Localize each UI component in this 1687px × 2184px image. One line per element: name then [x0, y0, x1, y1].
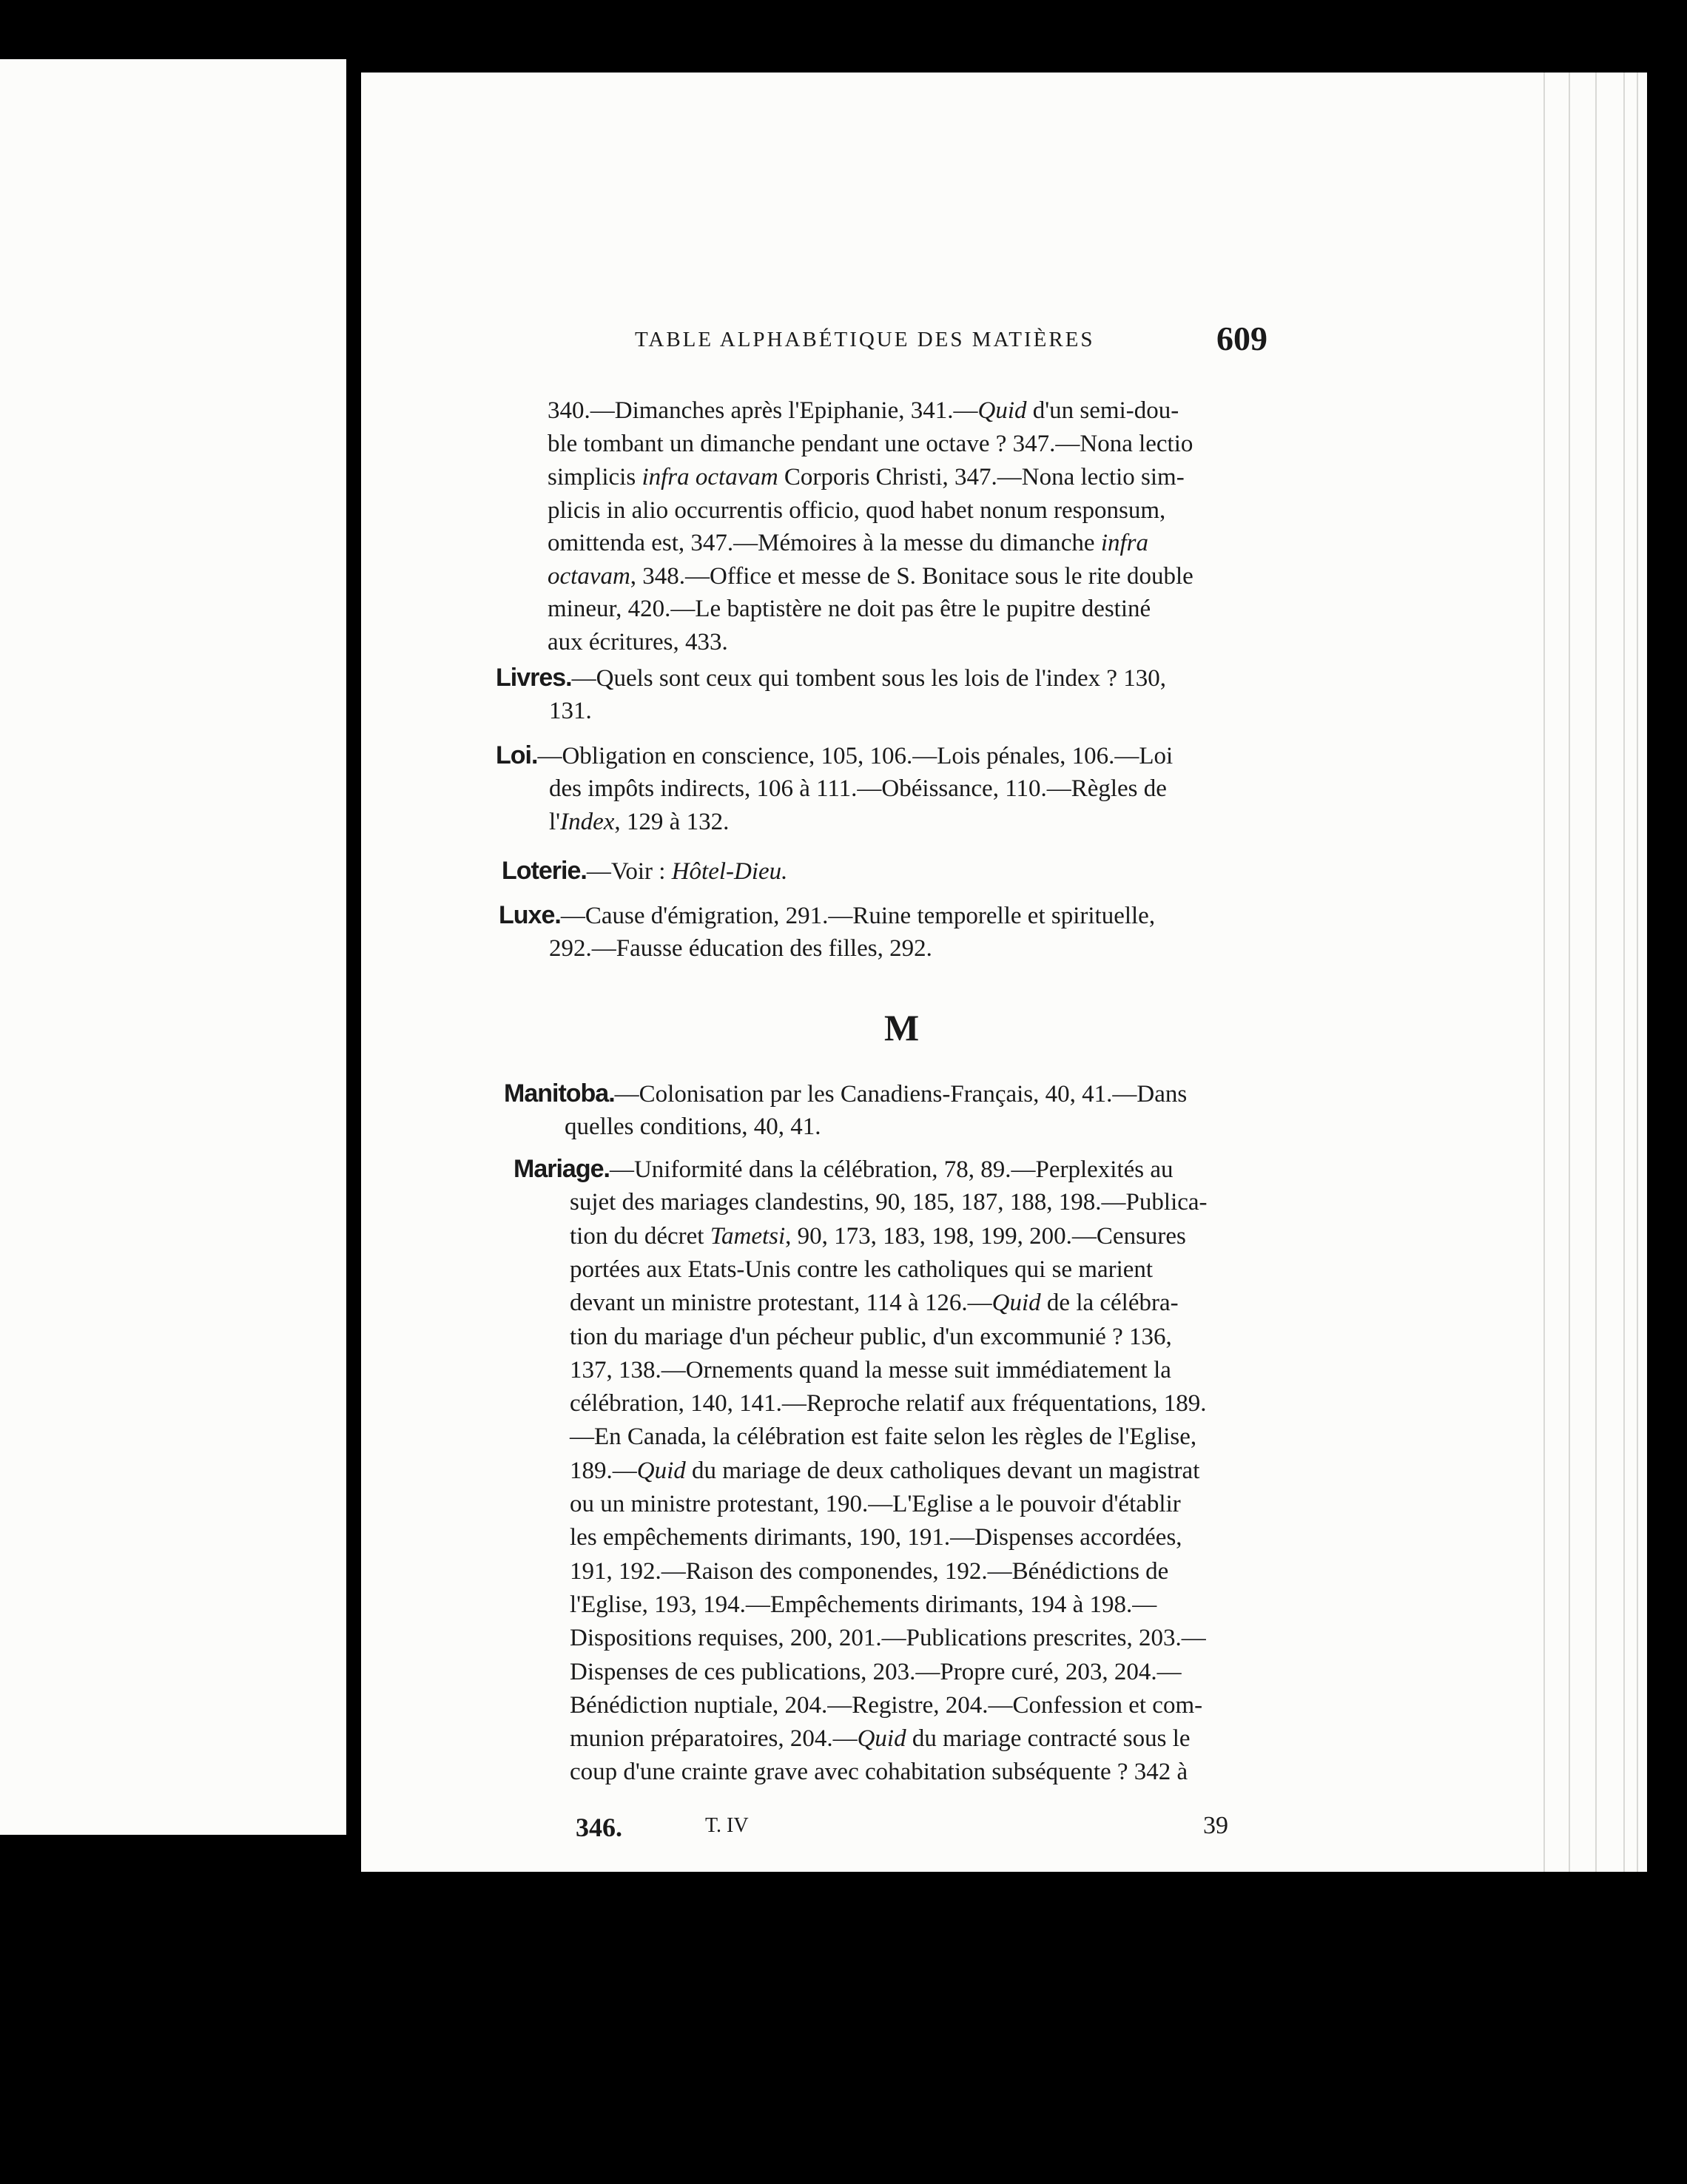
- entry-text: —Colonisation par les Canadiens-Français, 40, 41.—Dans: [614, 1081, 1188, 1108]
- entry-line: sujet des mariages clandestins, 90, 185, 187, 188, 198.—Publica-: [570, 1189, 1208, 1216]
- index-entry-loterie: [502, 858, 787, 884]
- entry-line: tion du mariage d'un pécheur public, d'un excommunié ? 136,: [570, 1324, 1172, 1350]
- gathering-signature: 39: [1203, 1812, 1228, 1839]
- entry-line: Dispositions requises, 200, 201.—Publications prescrites, 203.—: [570, 1625, 1206, 1651]
- entry-line: 292.—Fausse éducation des filles, 292.: [549, 935, 932, 962]
- italic-term: Quid: [977, 397, 1027, 424]
- entry-line: aux écritures, 433.: [548, 629, 728, 655]
- entry-line: munion préparatoires, 204.—Quid du mariage contracté sous le: [570, 1725, 1191, 1752]
- entry-line: devant un ministre protestant, 114 à 126.—Quid de la célébra-: [570, 1290, 1179, 1316]
- volume-signature: T. IV: [705, 1814, 749, 1837]
- page-edge-line: [1569, 73, 1570, 1872]
- headword: Mariage.: [513, 1155, 610, 1183]
- entry-line: ble tombant un dimanche pendant une octave ? 347.—Nona lectio: [548, 431, 1193, 457]
- entry-text: —Quels sont ceux qui tombent sous les lois de l'index ? 130,: [571, 665, 1166, 692]
- entry-line: tion du décret Tametsi, 90, 173, 183, 198, 199, 200.—Censures: [570, 1223, 1186, 1250]
- entry-line: l'Index, 129 à 132.: [549, 809, 730, 835]
- page-edge-line: [1543, 73, 1545, 1872]
- entry-line: 189.—Quid du mariage de deux catholiques devant un magistrat: [570, 1457, 1200, 1484]
- entry-line: les empêchements dirimants, 190, 191.—Dispenses accordées,: [570, 1524, 1182, 1551]
- entry-line: omittenda est, 347.—Mémoires à la messe du dimanche infra: [548, 530, 1149, 556]
- index-entry-mariage: [513, 1156, 1174, 1182]
- italic-term: Index: [560, 809, 615, 835]
- italic-term: Tametsi: [710, 1223, 786, 1250]
- page-edge-line: [1595, 73, 1597, 1872]
- entry-text: —Voir : Hôtel-Dieu.: [586, 858, 788, 885]
- entry-line: quelles conditions, 40, 41.: [565, 1113, 821, 1140]
- entry-line: plicis in alio occurrentis officio, quod habet nonum responsum,: [548, 497, 1166, 524]
- left-page-fragment: [0, 59, 346, 1835]
- italic-term: Quid: [857, 1725, 906, 1752]
- italic-term: Quid: [991, 1290, 1041, 1316]
- entry-line: 340.—Dimanches après l'Epiphanie, 341.—Quid d'un semi-dou-: [548, 397, 1179, 424]
- index-entry-livres: [496, 665, 1166, 691]
- entry-line: simplicis infra octavam Corporis Christi, 347.—Nona lectio sim-: [548, 464, 1185, 491]
- entry-text: —Uniformité dans la célébration, 78, 89.—Perplexités au: [609, 1156, 1174, 1183]
- italic-term: infra: [1100, 530, 1149, 556]
- entry-line: ou un ministre protestant, 190.—L'Eglise a le pouvoir d'établir: [570, 1491, 1181, 1517]
- section-letter: M: [884, 1007, 920, 1048]
- entry-line: Dispenses de ces publications, 203.—Propre curé, 203, 204.—: [570, 1659, 1182, 1685]
- entry-line: octavam, 348.—Office et messe de S. Bonitace sous le rite double: [548, 563, 1193, 590]
- entry-line: coup d'une crainte grave avec cohabitation subséquente ? 342 à: [570, 1759, 1188, 1785]
- entry-line: l'Eglise, 193, 194.—Empêchements dirimants, 194 à 198.—: [570, 1591, 1157, 1618]
- entry-line: —En Canada, la célébration est faite selon les règles de l'Eglise,: [570, 1423, 1197, 1450]
- page-number: 609: [1216, 320, 1267, 357]
- index-entry-manitoba: [504, 1081, 1187, 1107]
- entry-text: —Obligation en conscience, 105, 106.—Lois pénales, 106.—Loi: [537, 743, 1174, 769]
- headword: Loterie.: [502, 857, 587, 885]
- entry-line: portées aux Etats-Unis contre les catholiques qui se marient: [570, 1256, 1154, 1283]
- page-edge-line: [1637, 73, 1638, 1872]
- index-entry-luxe: [499, 903, 1155, 928]
- headword: Livres.: [496, 664, 572, 692]
- page-edge-line: [1623, 73, 1625, 1872]
- italic-term: infra: [642, 464, 690, 491]
- italic-term: Hôtel-Dieu.: [671, 858, 788, 885]
- entry-line: mineur, 420.—Le baptistère ne doit pas être le pupitre destiné: [548, 596, 1151, 622]
- entry-line: 191, 192.—Raison des componendes, 192.—Bénédictions de: [570, 1558, 1169, 1585]
- entry-line: 137, 138.—Ornements quand la messe suit immédiatement la: [570, 1357, 1171, 1383]
- italic-term: octavam: [548, 563, 630, 590]
- entry-line: 131.: [549, 698, 592, 724]
- running-header: TABLE ALPHABÉTIQUE DES MATIÈRES: [635, 328, 1095, 351]
- headword: Manitoba.: [504, 1079, 615, 1108]
- entry-line: des impôts indirects, 106 à 111.—Obéissance, 110.—Règles de: [549, 775, 1167, 802]
- main-page: [361, 73, 1647, 1872]
- index-entry-loi: [496, 743, 1173, 769]
- entry-text: —Cause d'émigration, 291.—Ruine temporelle et spirituelle,: [560, 903, 1156, 929]
- headword: Luxe.: [499, 901, 561, 929]
- italic-term: Quid: [636, 1457, 686, 1484]
- headword: Loi.: [496, 741, 538, 769]
- italic-term: octavam: [695, 464, 778, 491]
- entry-line: célébration, 140, 141.—Reproche relatif aux fréquentations, 189.: [570, 1390, 1207, 1417]
- entry-line: Bénédiction nuptiale, 204.—Registre, 204.—Confession et com-: [570, 1692, 1203, 1719]
- last-line-text: 346.: [576, 1813, 622, 1842]
